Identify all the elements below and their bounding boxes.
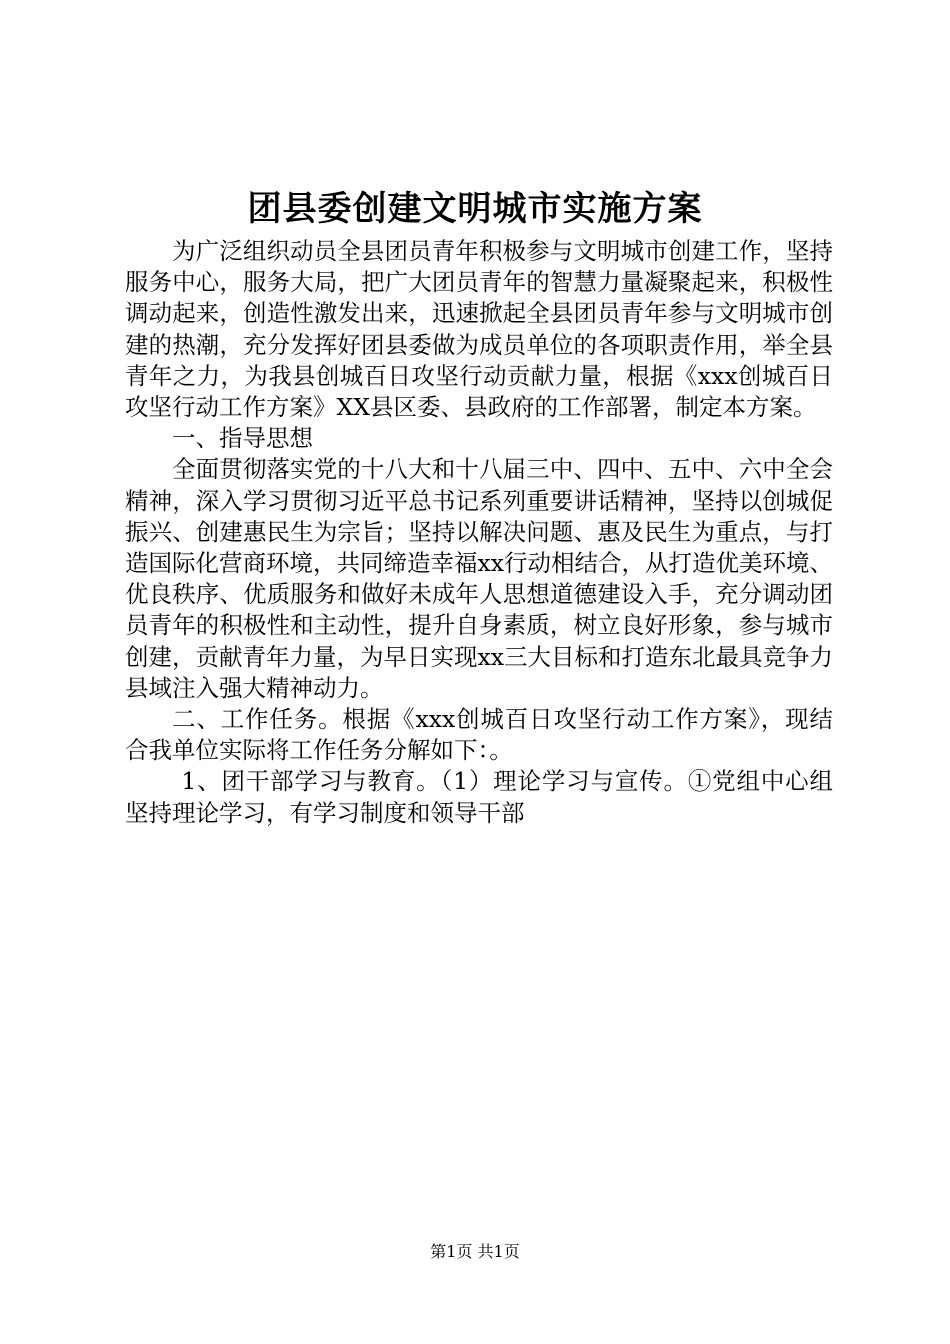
task-item-paragraph: 1、团干部学习与教育。（1）理论学习与宣传。①党组中心组坚持理论学习，有学习制度和领导干部 (125, 767, 833, 827)
guiding-ideology-paragraph: 全面贯彻落实党的十八大和十八届三中、四中、五中、六中全会精神，深入学习贯彻习近平总书记系列重要讲话精神，坚持以创城促振兴、创建惠民生为宗旨；坚持以解决问题、惠及民生为重点，与打造国际化营商环境，共同缔造幸福xx行动相结合，从打造优美环境、优良秩序、优质服务和做好未成年人思想道德建设入手，充分调动团员青年的积极性和主动性，提升自身素质，树立良好形象，参与城市创建，贡献青年力量，为早日实现xx三大目标和打造东北最具竞争力县域注入强大精神动力。 (125, 455, 834, 702)
work-tasks-paragraph: 二、工作任务。根据《xxx创城百日攻坚行动工作方案》，现结合我单位实际将工作任务分解如下：。 (125, 705, 833, 765)
document-title: 团县委创建文明城市实施方案 (247, 189, 703, 229)
intro-paragraph: 为广泛组织动员全县团员青年积极参与文明城市创建工作，坚持服务中心，服务大局，把广大团员青年的智慧力量凝聚起来，积极性调动起来，创造性激发出来，迅速掀起全县团员青年参与文明城市创建的热潮，充分发挥好团县委做为成员单位的各项职责作用，举全县青年之力，为我县创城百日攻坚行动贡献力量，根据《xxx创城百日攻坚行动工作方案》XX县区委、县政府的工作部署，制定本方案。 (125, 237, 833, 422)
section-heading-guiding-ideology: 一、指导思想 (172, 424, 313, 453)
page-footer: 第1页 共1页 (430, 1242, 520, 1261)
document-body (125, 236, 833, 829)
